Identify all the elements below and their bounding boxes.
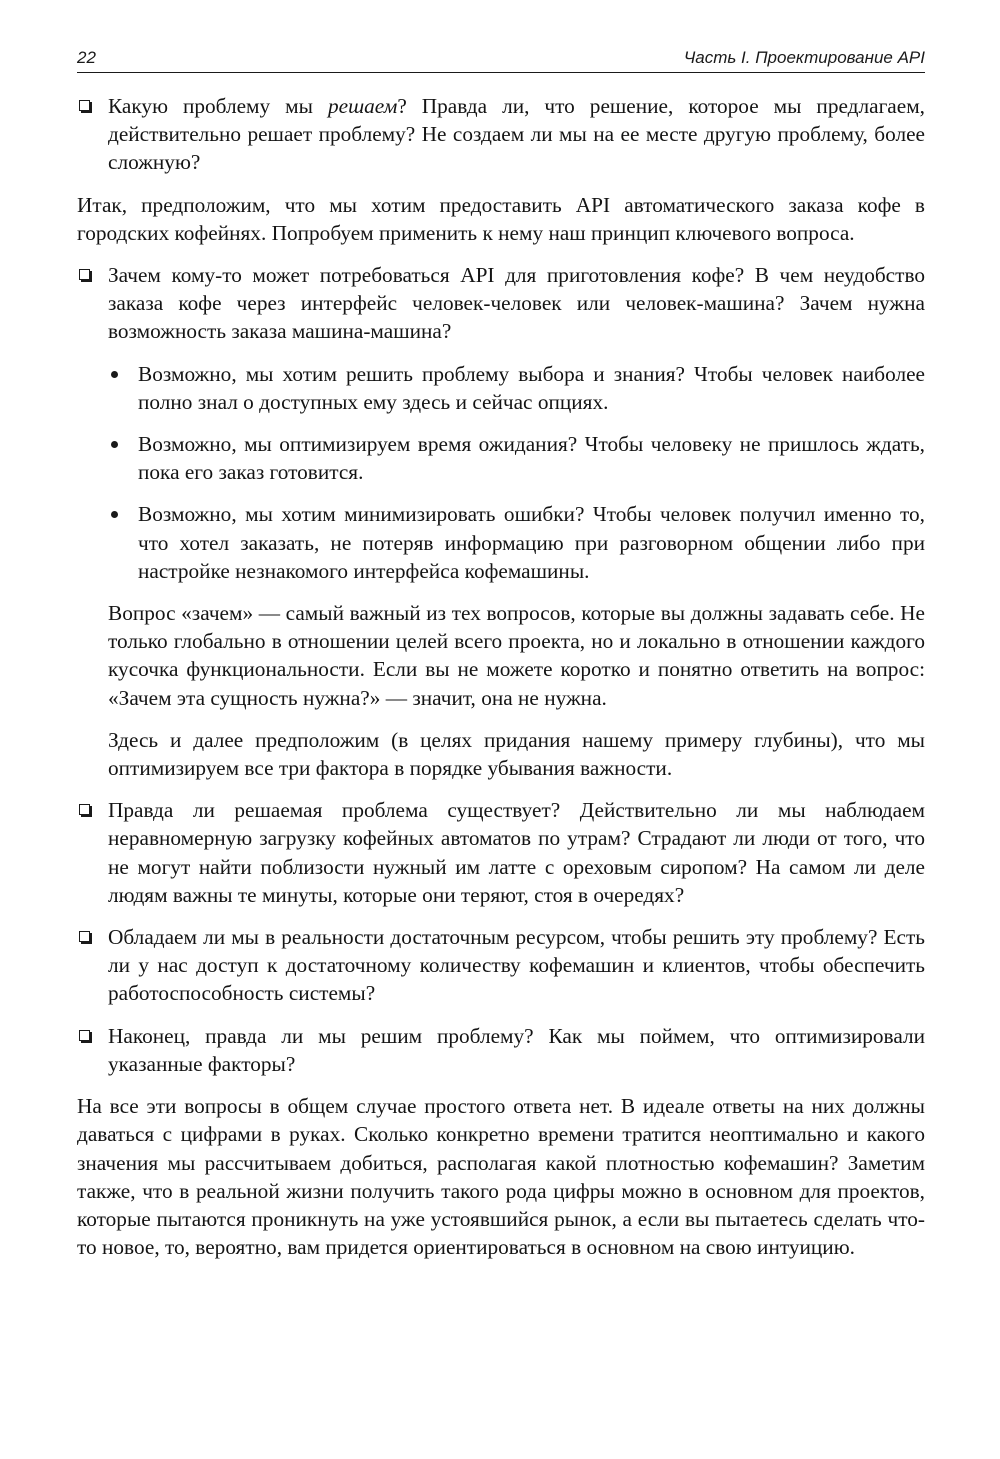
bullet-dot-icon <box>111 511 118 518</box>
checkbox-bullet-icon <box>79 931 90 942</box>
checkbox-item-q2 <box>77 261 925 346</box>
checkbox-item-q3 <box>77 796 925 909</box>
bullet-item-3 <box>77 500 925 585</box>
bullet-text: Возможно, мы хотим минимизировать ошибки? Чтобы человек получил именно то, что хотел заказать, не потеряв информацию при разговорном общении либо при настройке незнакомого интерфейса кофемашины. <box>138 502 925 583</box>
bullet-dot-icon <box>111 441 118 448</box>
checkbox-item-q4 <box>77 923 925 1008</box>
paragraph-why: Вопрос «зачем» — самый важный из тех вопросов, которые вы должны задавать себе. Не только глобально в отношении целей всего проекта, но и локально в отношении каждого кусочка функциональности. Если вы не можете коротко и понятно ответить на вопрос: «Зачем эта сущность нужна?» — значит, она не нужна. <box>108 601 925 710</box>
bullet-text: Возможно, мы хотим решить проблему выбора и знания? Чтобы человек наиболее полно знал о доступных ему здесь и сейчас опциях. <box>138 361 925 414</box>
checkbox-bullet-icon <box>79 100 90 111</box>
q2-text: Зачем кому-то может потребоваться API для приготовления кофе? В чем неудобство заказа кофе через интерфейс человек-человек или человек-машина? Зачем нужна возможность заказа машина-машина? <box>108 263 925 344</box>
bullet-item-2 <box>77 430 925 486</box>
page-header <box>77 46 925 73</box>
checkbox-bullet-icon <box>79 269 90 280</box>
page-body <box>77 92 925 1275</box>
q1-text-emphasis: решаем <box>327 94 398 118</box>
running-title: Часть I. Проектирование API <box>683 48 925 67</box>
q1-text-post: ? Правда ли, что решение, которое мы предлагаем, действительно решает проблему? Не создаем ли мы на ее месте другую проблему, более сложную? <box>108 94 926 175</box>
checkbox-bullet-icon <box>79 804 90 815</box>
page-number: 22 <box>77 48 96 67</box>
checkbox-item-q1 <box>77 92 925 177</box>
bullet-text: Возможно, мы оптимизируем время ожидания? Чтобы человеку не пришлось ждать, пока его заказ готовится. <box>138 432 925 485</box>
q5-text: Наконец, правда ли мы решим проблему? Как мы поймем, что оптимизировали указанные факторы? <box>108 1023 925 1076</box>
q1-text-pre: Какую проблему мы <box>108 94 328 118</box>
bullet-dot-icon <box>111 371 118 378</box>
paragraph-assumption: Здесь и далее предположим (в целях придания нашему примеру глубины), что мы оптимизируем все три фактора в порядке убывания важности. <box>108 727 925 781</box>
paragraph-intro: Итак, предположим, что мы хотим предоставить API автоматического заказа кофе в городских кофейнях. Попробуем применить к нему наш принцип ключевого вопроса. <box>77 192 925 245</box>
checkbox-bullet-icon <box>79 1030 90 1041</box>
checkbox-item-q5 <box>77 1022 925 1078</box>
paragraph-conclusion: На все эти вопросы в общем случае простого ответа нет. В идеале ответы на них должны даваться с цифрами в руках. Сколько конкретно времени тратится неоптимально и какого значения мы рассчитываем добиться, располагая какой плотностью кофемашин? Заметим также, что в реальной жизни получить такого рода цифры можно в основном для проектов, которые пытаются проникнуть на уже устоявшийся рынок, а если вы пытаетесь сделать что-то новое, то, вероятно, вам придется ориентироваться в основном на свою интуицию. <box>77 1094 925 1260</box>
q3-text: Правда ли решаемая проблема существует? Действительно ли мы наблюдаем неравномерную загрузку кофейных автоматов по утрам? Страдают ли люди от того, что не могут найти поблизости нужный им латте с ореховым сиропом? На самом ли деле людям важны те минуты, которые они теряют, стоя в очередях? <box>108 798 925 907</box>
q4-text: Обладаем ли мы в реальности достаточным ресурсом, чтобы решить эту проблему? Есть ли у нас доступ к достаточному количеству кофемашин и клиентов, чтобы обеспечить работоспособность системы? <box>108 925 925 1006</box>
bullet-item-1 <box>77 360 925 416</box>
